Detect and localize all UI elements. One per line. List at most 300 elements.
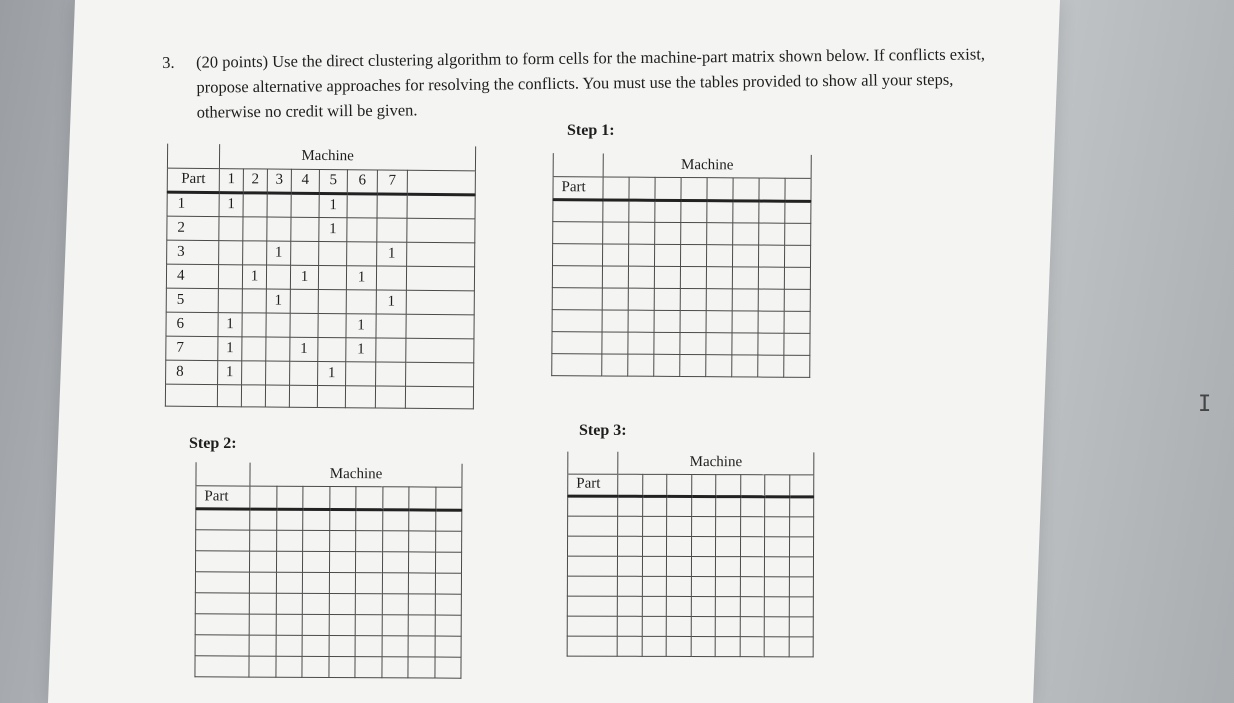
blank-cell: [642, 596, 667, 616]
table-row: [195, 592, 461, 614]
matrix-cell: [407, 194, 475, 219]
blank-cell: [666, 636, 691, 656]
blank-cell: [195, 592, 249, 613]
part-cell: 7: [166, 336, 218, 360]
corner-cell: [196, 462, 250, 485]
header-cell: [759, 178, 785, 201]
blank-cell: [691, 556, 716, 576]
blank-cell: [408, 551, 435, 572]
blank-cell: [654, 310, 680, 332]
blank-cell: [666, 616, 691, 636]
matrix-cell: [406, 266, 474, 291]
blank-cell: [666, 596, 691, 616]
blank-cell: [329, 551, 356, 572]
blank-cell: [691, 576, 716, 596]
matrix-cell: 1: [319, 217, 347, 241]
matrix-cell: [375, 385, 405, 407]
blank-cell: [435, 594, 462, 615]
blank-cell: [654, 266, 680, 288]
matrix-cell: [376, 337, 406, 361]
header-cell: [785, 178, 811, 201]
part-cell: 4: [166, 264, 218, 288]
blank-cell: [602, 353, 628, 375]
blank-cell: [356, 530, 383, 551]
blank-cell: [789, 576, 814, 596]
blank-cell: [680, 266, 706, 288]
blank-cell: [666, 556, 691, 576]
blank-cell: [681, 222, 707, 244]
table-row: [552, 331, 810, 355]
blank-cell: [276, 530, 303, 551]
part-cell: 2: [167, 216, 219, 240]
matrix-cell: [317, 385, 345, 407]
matrix-cell: [266, 313, 290, 337]
matrix-cell: [290, 361, 318, 385]
blank-cell: [764, 556, 789, 576]
blank-cell: [276, 614, 303, 635]
blank-cell: [789, 616, 814, 636]
blank-cell: [382, 551, 409, 572]
blank-cell: [382, 593, 409, 614]
blank-cell: [784, 267, 810, 289]
blank-cell: [195, 571, 249, 592]
blank-cell: [195, 655, 249, 676]
blank-cell: [732, 266, 758, 288]
matrix-cell: [407, 218, 475, 243]
blank-cell: [740, 496, 765, 516]
blank-cell: [784, 289, 810, 311]
machine-part-matrix: [165, 144, 476, 409]
header-cell: [789, 474, 814, 496]
matrix-cell: 1: [266, 289, 290, 313]
blank-cell: [552, 265, 602, 287]
blank-cell: [654, 288, 680, 310]
matrix-cell: [289, 385, 317, 407]
matrix-cell: [406, 362, 474, 387]
matrix-cell: 1: [318, 361, 346, 385]
blank-cell: [758, 267, 784, 289]
blank-cell: [276, 551, 303, 572]
blank-cell: [642, 536, 667, 556]
table-row: [567, 536, 813, 557]
table-row: [553, 221, 811, 245]
blank-cell: [715, 576, 740, 596]
header-cell: [629, 177, 655, 200]
blank-cell: [716, 516, 741, 536]
blank-cell: [789, 636, 814, 656]
blank-cell: [706, 354, 732, 376]
blank-cell: [302, 635, 329, 656]
part-header: Part: [167, 168, 219, 192]
blank-cell: [642, 496, 667, 516]
blank-cell: [706, 288, 732, 310]
matrix-cell: [376, 361, 406, 385]
blank-cell: [789, 536, 814, 556]
blank-cell: [789, 496, 814, 516]
blank-cell: [329, 635, 356, 656]
machine-col-6: 6: [347, 169, 377, 193]
blank-cell: [740, 596, 765, 616]
header-cell: [667, 474, 692, 496]
part-cell: 6: [166, 312, 218, 336]
part-header: Part: [568, 474, 618, 496]
table-row: [165, 384, 473, 409]
blank-cell: [765, 496, 790, 516]
table-row: [166, 360, 474, 387]
blank-cell: [642, 516, 667, 536]
blank-cell: [654, 354, 680, 376]
blank-cell: [567, 556, 617, 576]
table-row: [552, 265, 810, 289]
header-cell: [409, 486, 436, 509]
blank-cell: [740, 636, 765, 656]
header-cell: [740, 474, 765, 496]
matrix-cell: [347, 193, 377, 217]
matrix-cell: [346, 361, 376, 385]
blank-cell: [706, 244, 732, 266]
blank-cell: [706, 310, 732, 332]
matrix-cell: [291, 217, 319, 241]
matrix-cell: 1: [242, 264, 266, 288]
blank-cell: [733, 222, 759, 244]
table-row: [195, 571, 461, 593]
blank-cell: [602, 309, 628, 331]
header-cell: [603, 176, 629, 199]
blank-cell: [249, 551, 276, 572]
blank-cell: [628, 332, 654, 354]
blank-cell: [552, 243, 602, 265]
step3-table: [567, 452, 815, 657]
table-row: [195, 634, 461, 656]
blank-cell: [706, 332, 732, 354]
table-row: [166, 264, 474, 291]
blank-cell: [250, 509, 277, 530]
blank-cell: [552, 331, 602, 353]
blank-cell: [691, 536, 716, 556]
blank-cell: [434, 657, 461, 678]
blank-cell: [629, 222, 655, 244]
table-row: [552, 287, 810, 311]
blank-cell: [740, 616, 765, 636]
blank-cell: [785, 201, 811, 223]
blank-cell: [276, 593, 303, 614]
table-row: [195, 613, 461, 635]
table-row: [567, 556, 813, 577]
matrix-cell: [218, 288, 242, 312]
matrix-cell: [406, 314, 474, 339]
matrix-cell: [267, 217, 291, 241]
blank-cell: [408, 635, 435, 656]
blank-cell: [381, 656, 408, 677]
blank-cell: [732, 354, 758, 376]
blank-cell: [382, 614, 409, 635]
matrix-cell: [345, 385, 375, 407]
blank-cell: [706, 266, 732, 288]
table-row: [567, 616, 813, 637]
blank-cell: [355, 635, 382, 656]
blank-cell: [732, 332, 758, 354]
machine-col-3: 3: [267, 169, 291, 193]
blank-cell: [715, 556, 740, 576]
machine-col-2: 2: [243, 168, 267, 192]
blank-cell: [329, 614, 356, 635]
matrix-cell: [242, 360, 266, 384]
blank-cell: [758, 245, 784, 267]
blank-cell: [655, 200, 681, 222]
matrix-cell: [291, 193, 319, 217]
table-row: [167, 240, 475, 267]
blank-cell: [716, 496, 741, 516]
blank-cell: [302, 572, 329, 593]
machine-header: Machine: [603, 153, 811, 177]
blank-cell: [355, 551, 382, 572]
blank-cell: [196, 529, 250, 550]
header-cell: [691, 474, 716, 496]
blank-cell: [382, 509, 409, 530]
blank-cell: [681, 200, 707, 222]
header-blank: [407, 170, 475, 195]
blank-cell: [758, 333, 784, 355]
blank-cell: [617, 556, 642, 576]
header-cell: [303, 486, 330, 509]
matrix-cell: [165, 384, 217, 406]
blank-cell: [764, 616, 789, 636]
matrix-cell: [242, 288, 266, 312]
matrix-cell: 1: [218, 312, 242, 336]
blank-cell: [764, 576, 789, 596]
blank-cell: [680, 354, 706, 376]
blank-cell: [759, 201, 785, 223]
blank-cell: [602, 265, 628, 287]
header-cell: [733, 177, 759, 200]
table-row: [167, 216, 475, 243]
blank-cell: [602, 331, 628, 353]
step1-table: [551, 153, 812, 377]
blank-cell: [603, 199, 629, 221]
blank-cell: [715, 536, 740, 556]
matrix-cell: [377, 193, 407, 217]
matrix-cell: [243, 216, 267, 240]
matrix-cell: 1: [346, 337, 376, 361]
matrix-cell: [243, 240, 267, 264]
blank-cell: [275, 656, 302, 677]
header-cell: [642, 474, 667, 496]
blank-cell: [329, 530, 356, 551]
blank-cell: [567, 536, 617, 556]
blank-cell: [642, 576, 667, 596]
matrix-cell: [407, 242, 475, 267]
blank-cell: [567, 636, 617, 656]
blank-cell: [666, 576, 691, 596]
table-row: [567, 636, 813, 657]
table-row: [196, 529, 462, 551]
blank-cell: [733, 200, 759, 222]
header-cell: [250, 486, 277, 509]
text-cursor-icon: I: [1198, 392, 1212, 417]
blank-cell: [382, 635, 409, 656]
blank-cell: [628, 288, 654, 310]
blank-cell: [617, 536, 642, 556]
blank-cell: [567, 596, 617, 616]
matrix-cell: 1: [319, 193, 347, 217]
blank-cell: [680, 310, 706, 332]
blank-cell: [302, 614, 329, 635]
machine-header: Machine: [618, 452, 814, 475]
blank-cell: [765, 516, 790, 536]
corner-cell: [568, 452, 618, 474]
matrix-cell: [347, 241, 377, 265]
blank-cell: [249, 614, 276, 635]
matrix-cell: [266, 337, 290, 361]
blank-cell: [435, 573, 462, 594]
step1-label: Step 1:: [567, 122, 615, 139]
table-row: [567, 596, 813, 617]
part-cell: 1: [167, 192, 219, 216]
header-cell: [356, 486, 383, 509]
blank-cell: [758, 311, 784, 333]
blank-cell: [785, 223, 811, 245]
matrix-cell: [405, 386, 473, 409]
matrix-cell: [319, 241, 347, 265]
blank-cell: [409, 509, 436, 530]
matrix-cell: 1: [218, 360, 242, 384]
blank-cell: [276, 509, 303, 530]
machine-header: Machine: [250, 463, 462, 487]
blank-cell: [276, 572, 303, 593]
blank-cell: [740, 536, 765, 556]
blank-cell: [408, 614, 435, 635]
table-row: [196, 508, 462, 530]
table-row: [167, 192, 475, 219]
blank-cell: [249, 572, 276, 593]
matrix-cell: [241, 384, 265, 406]
blank-cell: [602, 287, 628, 309]
blank-cell: [552, 309, 602, 331]
blank-cell: [740, 576, 765, 596]
part-cell: 8: [166, 360, 218, 384]
matrix-cell: [219, 240, 243, 264]
blank-cell: [408, 572, 435, 593]
matrix-cell: 1: [346, 265, 376, 289]
matrix-cell: [243, 192, 267, 216]
blank-cell: [764, 536, 789, 556]
matrix-cell: [267, 193, 291, 217]
blank-cell: [409, 530, 436, 551]
blank-cell: [567, 576, 617, 596]
blank-cell: [732, 310, 758, 332]
blank-cell: [568, 496, 618, 516]
blank-cell: [435, 615, 462, 636]
table-row: [552, 243, 810, 267]
blank-cell: [764, 596, 789, 616]
header-cell: [618, 474, 643, 496]
blank-cell: [617, 576, 642, 596]
blank-cell: [303, 530, 330, 551]
matrix-cell: 1: [346, 313, 376, 337]
matrix-cell: [242, 336, 266, 360]
blank-cell: [789, 516, 814, 536]
blank-cell: [408, 593, 435, 614]
step2-table: [194, 462, 462, 678]
blank-cell: [195, 613, 249, 634]
matrix-cell: [265, 385, 289, 407]
blank-cell: [382, 572, 409, 593]
matrix-cell: [290, 313, 318, 337]
blank-cell: [435, 552, 462, 573]
blank-cell: [642, 556, 667, 576]
blank-cell: [552, 287, 602, 309]
blank-cell: [715, 596, 740, 616]
header-cell: [765, 474, 790, 496]
table-row: [166, 288, 474, 315]
blank-cell: [408, 656, 435, 677]
question-number: 3.: [162, 52, 175, 72]
part-header: Part: [196, 485, 250, 508]
matrix-cell: [291, 241, 319, 265]
blank-cell: [764, 636, 789, 656]
header-cell: [329, 486, 356, 509]
step2-label: Step 2:: [189, 435, 237, 452]
matrix-cell: [347, 217, 377, 241]
matrix-cell: 1: [290, 337, 318, 361]
blank-cell: [329, 572, 356, 593]
blank-cell: [553, 199, 603, 221]
blank-cell: [629, 200, 655, 222]
blank-cell: [740, 516, 765, 536]
matrix-cell: [217, 384, 241, 406]
blank-cell: [628, 266, 654, 288]
blank-cell: [196, 508, 250, 529]
table-row: [195, 655, 461, 677]
matrix-cell: [406, 290, 474, 315]
blank-cell: [740, 556, 765, 576]
blank-cell: [249, 656, 276, 677]
blank-cell: [617, 616, 642, 636]
blank-cell: [654, 244, 680, 266]
blank-cell: [356, 509, 383, 530]
blank-cell: [553, 221, 603, 243]
table-row: [552, 353, 810, 377]
blank-cell: [628, 310, 654, 332]
blank-cell: [618, 516, 643, 536]
blank-cell: [680, 244, 706, 266]
blank-cell: [759, 223, 785, 245]
table-row: [568, 516, 814, 537]
blank-cell: [302, 551, 329, 572]
blank-cell: [435, 636, 462, 657]
blank-cell: [758, 289, 784, 311]
blank-cell: [732, 244, 758, 266]
matrix-cell: [242, 312, 266, 336]
blank-cell: [691, 516, 716, 536]
table-row: [567, 576, 813, 597]
matrix-cell: 1: [218, 336, 242, 360]
blank-cell: [355, 614, 382, 635]
blank-cell: [667, 496, 692, 516]
matrix-cell: [318, 337, 346, 361]
blank-cell: [666, 536, 691, 556]
blank-cell: [617, 636, 642, 656]
corner-cell: [553, 153, 603, 176]
blank-cell: [715, 616, 740, 636]
matrix-cell: [376, 265, 406, 289]
part-cell: 3: [167, 240, 219, 264]
matrix-cell: [266, 361, 290, 385]
blank-cell: [382, 530, 409, 551]
header-cell: [382, 486, 409, 509]
blank-cell: [602, 243, 628, 265]
header-cell: [716, 474, 741, 496]
